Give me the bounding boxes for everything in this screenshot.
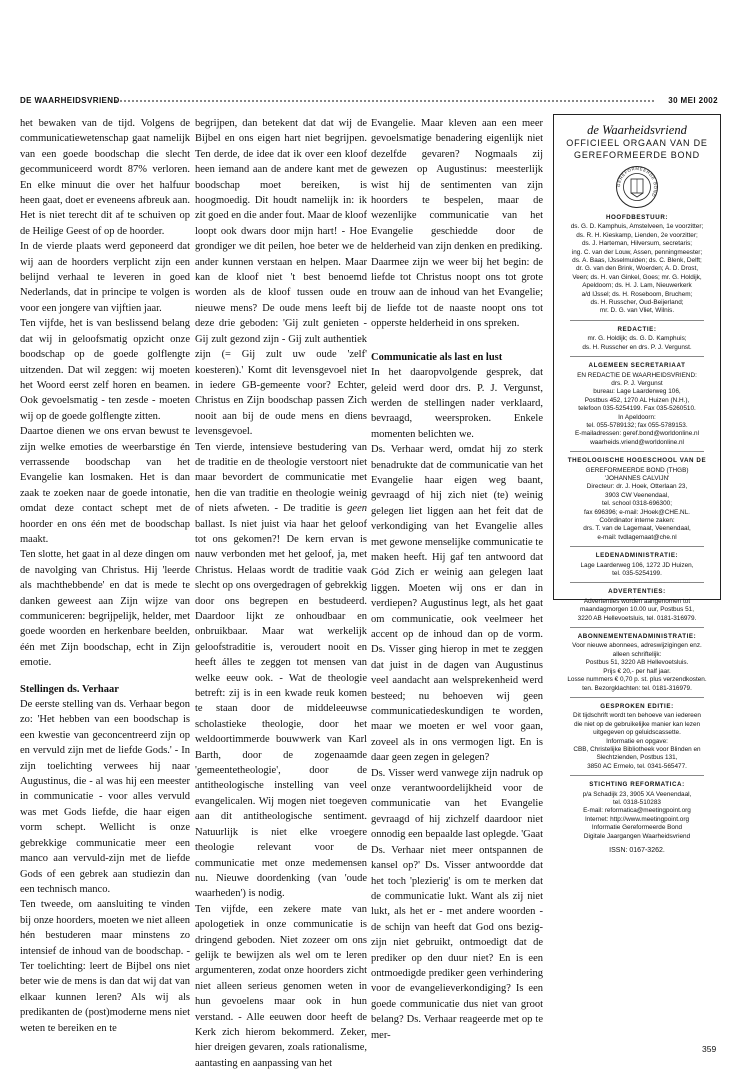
paragraph: Ds. Verhaar werd, omdat hij zo sterk benadrukte dat de communicatie van het Evangelie haar eigen weg baant, gevraagd of hij zich niet (te) weinig gelegen liet liggen aan het feit dat de verkondiging van het Evangelie alles met gewone menselijke communicatie te maken heeft. Hij gaf ten antwoord dat Gód Zich er weinig aan gelegen laat liggen. Moeten wij ons er dan in verdiepen? Augustinus legt, als het gaat om communicatie, ook veelmeer het accent op de inhoud dan op de vorm. Ds. Visser ging hierop in met te zeggen dat juist in de dagen van Augustinus veel aandacht aan welsprekenheid werd besteed; nu behoeven wij geen communicatiedeskundigen te worden, maar we moeten er wel voor gaan, zoveel als in ons vermogen ligt. En is daar geen zegen in gelegen? (371, 444, 543, 764)
gereformeerde-bond-logo (615, 165, 659, 209)
colophon-line: Losse nummers € 0,70 p. st. plus verzendkosten. (567, 676, 707, 684)
divider (570, 775, 704, 776)
colophon-line: Slechtzienden, Postbus 131, (596, 754, 678, 762)
paragraph: In de vierde plaats werd geponeerd dat wij aan de hoorders verplicht zijn een belijnd verhaal te leveren in goed Nederlands, dat in principe te volgen is voor een jongere van vijftien jaar. (20, 241, 190, 314)
colophon-line: Apeldoorn; ds. H. J. Lam, Nieuwerkerk (582, 282, 692, 290)
colophon-line: alleen schriftelijk: (612, 650, 662, 658)
colophon-line: bureau: Lage Laarderweg 106, (593, 388, 681, 396)
colophon-section-heading: REDACTIE: (617, 325, 657, 333)
column-3 (371, 116, 543, 1043)
colophon-line: waarheids.vriend@worldonline.nl (590, 438, 684, 446)
paragraph: Daarmee zijn we weer bij het begin: de liefde tot Christus noopt ons tot grote trouw aan de inhoud van het Evangelie; de liefde tot de naaste noopt ons tot opperste helderheid in ons spreken. (371, 256, 543, 330)
colophon-section (560, 781, 714, 841)
colophon-subtitle: GEREFORMEERDE BOND (574, 150, 700, 160)
paragraph: het bewaken van de tijd. Volgens de communicatiewetenschap gaat namelijk van een goede boodschap die slecht gecommuniceerd wordt 87% verloren. En elke minuut die over het halfuur heen gaat, doet er eveneens afbreuk aan. Het is niet terecht dit af te schuiven op de Heilige Geest of op de hoorder. (20, 118, 190, 237)
text-run: ballast. Is niet juist via haar het geloof tot ons gekomen?! De kern ervan is nauw verbonden met het geloof, ja, met Christus. Helaas wordt de traditie vaak slecht op ons overgedragen of gebrekkig door ons begrepen en bestudeerd. Daardoor lijkt ze onhoudbaar en onbruikbaar. Maar wat werkelijk geloofstraditie is, veroudert nooit en heeft álles te zeggen tot mensen van welke eeuw ook. - Wat de theologie betreft: zij is in een kwade reuk komen te staan door de middeleeuwse scholastieke theologie, door het weldoortimmerde bouwwerk van Karl Barth, door de zogenaamde 'gemeentetheologie', door de antitheologische instelling van veel evangelicalen. Wij mogen niet toegeven aan dit antitheologische sentiment. Natuurlijk is niet elke vroegere theologie relevant voor de communicatie met onze medemensen nu. Nieuwe doordenking (van 'oude waarheden') is nodig. (195, 518, 367, 900)
colophon-line: Informatie en opgave: (606, 737, 668, 745)
colophon-line: ds. R. H. Kieskamp, Lienden, 2e voorzitter; (576, 231, 698, 239)
colophon-line: ds. H. Russcher en drs. P. J. Vergunst. (582, 343, 692, 351)
colophon-section-heading: THEOLOGISCHE HOGESCHOOL VAN DE (567, 457, 707, 465)
colophon-line: CBB, Christelijke Bibliotheek voor Blinden en (573, 745, 701, 753)
colophon-section (560, 552, 714, 583)
colophon-section (560, 362, 714, 452)
issn: ISSN: 0167-3262. (609, 847, 665, 854)
colophon-line: dr. G. van den Brink, Woerden; A. D. Drost, (575, 265, 699, 273)
colophon-line: e-mail: tvdlagemaat@che.nl (597, 533, 677, 541)
colophon-section-heading: ALGEMEEN SECRETARIAAT (588, 362, 686, 370)
colophon-line: E-mailadressen: geref.bond@worldonline.nl (574, 430, 700, 438)
colophon-line: fax 696396; e-mail: JHoek@CHE.NL. (584, 508, 690, 516)
divider (570, 582, 704, 583)
colophon-line: Voor nieuwe abonnees, adreswijzigingen enz. (572, 642, 702, 650)
section-heading: Stellingen ds. Verhaar (20, 683, 119, 695)
colophon-line: 'JOHANNES CALVIJN' (604, 474, 670, 482)
colophon-line: Digitale Jaargangen Waarheidsvriend (583, 832, 691, 840)
colophon-section-heading: GESPROKEN EDITIE: (600, 702, 674, 710)
colophon-line: drs. P. J. Vergunst (611, 379, 663, 387)
paragraph: Ten vijfde, het is van beslissend belang dat wij in geloofsmatig opzicht onze boodschap op de goede golflengte uitzenden. Dat wil zeggen: wij moeten het Woord eerst zelf horen en beamen. Ook gevoelsmatig - ten zesde - moeten wij op de goede golflengte zitten. (20, 318, 190, 422)
colophon-line: a/d IJssel; ds. H. Roseboom, Bruchem; (581, 290, 693, 298)
colophon-line: 3850 AC Ermelo, tel. 0341-565477. (587, 762, 687, 770)
column-2 (195, 116, 367, 1071)
colophon-section-heading: ADVERTENTIES: (608, 588, 666, 596)
colophon-line: Lage Laarderweg 106, 1272 JD Huizen, (580, 561, 694, 569)
colophon-section-heading: LEDENADMINISTRATIE: (595, 552, 679, 560)
colophon-box (553, 114, 721, 854)
colophon-title: de Waarheidsvriend (587, 123, 687, 137)
issue-date: 30 MEI 2002 (668, 96, 718, 105)
colophon-line: E-mail: reformatica@meetingpoint.org (583, 807, 691, 815)
colophon-line: p/a Schadijk 23, 3905 XA Veenendaal, (582, 790, 692, 798)
colophon-sections (560, 214, 714, 841)
colophon-subtitle: OFFICIEEL ORGAAN VAN DE (566, 138, 708, 148)
colophon-line: maandagmorgen 10.00 uur, Postbus 51, (579, 606, 695, 614)
svg-text:GEREFORMEERDE BOND: GEREFORMEERDE BOND (615, 165, 659, 199)
column-1 (20, 116, 190, 1036)
emphasis: geen (347, 503, 367, 515)
colophon-line: Internet: http://www.meetingpoint.org (584, 815, 690, 823)
colophon-line: tel. 055-5789132; fax 055-5789153. (586, 421, 688, 429)
paragraph: Ten tweede, om aansluiting te vinden bij onze hoorders, moeten we niet alleen hén bestuderen maar minstens zo intensief de inhoud van de boodschap. - Ter toelichting: leert de Bijbel ons niet beter wie de mens is dan dat wij dat van elkaar kunnen leren? Als wij als predikanten de (post)moderne mens niet weten te bereiken en te (20, 899, 190, 1034)
colophon-line: telefoon 035-5254199. Fax 035-5260510. (578, 405, 696, 413)
colophon-line: tel. school 0318-696300; (602, 500, 672, 508)
running-header (20, 95, 718, 107)
colophon-line: Postbus 452, 1270 AL Huizen (N.H.), (584, 396, 690, 404)
colophon-section (560, 214, 714, 321)
colophon-line: Directeur: dr. J. Hoek, Otterlaan 23, (586, 483, 688, 491)
colophon-section (560, 703, 714, 776)
divider (570, 356, 704, 357)
colophon-line: drs. T. van de Lagemaat, Veenendaal, (583, 525, 691, 533)
magazine-name: DE WAARHEIDSVRIEND (20, 96, 120, 105)
paragraph: Ten vijfde, een zekere mate van apologetiek in onze communicatie is dringend geboden. Niet zozeer om ons gelijk te bewijzen als wel om te leren argumenteren, zodat onze hoorders zicht niet alleen serieus genomen weten in hun gevoelens maar ook in hun verstand. - Alle eeuwen door heeft de Kerk zich hierom bekommerd. Zeker, hier dreigen gevaren, zoals rationalisme, aantasting en aanpassing van het (195, 903, 367, 1069)
paragraph: Ds. Visser werd vanwege zijn nadruk op onze verantwoordelijkheid voor de communicatie van het Evangelie gevraagd of hij zichzelf daardoor niet onnodig een bepaalde last oplegde. 'Gaat Ds. Verhaar niet meer ontspannen de kansel op?' Ds. Visser antwoordde dat het toch 'plezierig' is om te merken dat de communicatie lukt. Want als zij niet lukt, als het er - met andere woorden - de schijn van heeft dat God ons bezig-zijn niet gebruikt, ontmoedigt dat de prediker op den duur niet? En is een ontmoedigde prediker geen verhindering voor de evangelieverkondiging? Is een goede communicatie dus niet van groot belang? Ds. Verhaar reageerde met op te mer- (371, 767, 543, 1041)
colophon-line: 3903 CW Veenendaal, (605, 491, 669, 499)
colophon-line: Informatie Gereformeerde Bond (591, 824, 683, 832)
colophon-line: ten. Bezorgklachten: tel. 0181-316979. (582, 684, 692, 692)
colophon-line: uitgegeven op geluidscassette. (593, 729, 681, 737)
paragraph: De eerste stelling van ds. Verhaar begon zo: 'Het hebben van een boodschap is een kwestie van geconcentreerd zijn op en vervuld zijn met de liefde Gods.' - In zijn toelichting verwees hij naar Augustinus, die - al was hij een meester in communicatie - voor alles vervuld was met Gods liefde, die haar eigen vorm schept. Wellicht is onze gebrekkige communicatie meer een manco aan vervuld-zijn met de liefde Gods of een gebrek aan studiezin dan een technisch manco. (20, 699, 190, 895)
colophon-line: 3220 AB Hellevoetsluis, tel. 0181-316979. (577, 614, 697, 622)
colophon-line: Dit tijdschrift wordt ten behoeve van iedereen (573, 712, 701, 720)
divider (570, 451, 704, 452)
paragraph: In het daaropvolgende gesprek, dat geleid werd door drs. P. J. Vergunst, werden de stellingen nader verklaard, bevraagd, weersproken. Enkele momenten belichten we. (371, 367, 543, 440)
colophon-line: In Apeldoorn: (618, 413, 656, 421)
colophon-line: EN REDACTIE DE WAARHEIDSVRIEND: (577, 371, 697, 379)
colophon-line: ds. A. Baas, IJsselmuiden; ds. C. Blenk, Delft; (572, 257, 702, 265)
colophon-section (560, 326, 714, 357)
divider (570, 697, 704, 698)
colophon-section (560, 633, 714, 698)
text-run: Ten vierde, intensieve bestudering van de traditie en de theologie verstoort niet maar bevordert de communicatie met hen die van traditie en theologie weinig of niets afweten. - De traditie is (195, 441, 367, 515)
page-number: 359 (702, 1044, 717, 1054)
colophon-line: ds. G. D. Kamphuis, Amstelveen, 1e voorzitter; (570, 223, 704, 231)
colophon-line: ds. J. Harteman, Hilversum, secretaris; (581, 240, 693, 248)
divider (570, 320, 704, 321)
colophon-line: Prijs € 20,- per half jaar. (603, 667, 671, 675)
colophon-line: tel. 035-5254199. (612, 570, 662, 578)
colophon-section-heading: ABONNEMENTENADMINISTRATIE: (577, 633, 697, 641)
paragraph: Evangelie. Maar kleven aan een meer gevoelsmatige benadering eigenlijk niet dezelfde gevaren? Nogmaals zij gewezen op Augustinus: meesterlijk wist hij de sentimenten van zijn hoorders te bespelen, maar de wezenlijke communicatie van het Evangelie geschiedde door de helderheid van zijn denken en prediking. (371, 118, 543, 253)
colophon-line: Postbus 51, 3220 AB Hellevoetsluis. (585, 659, 689, 667)
header-rule (115, 100, 654, 102)
colophon-line: ing. C. van der Louw, Assen, penningmeester; (571, 248, 703, 256)
colophon-line: mr. D. G. van Vliet, Wilnis. (599, 307, 675, 315)
colophon-line: die niet op de gebruikelijke manier kan lezen (573, 720, 701, 728)
colophon-section-heading: HOOFDBESTUUR: (605, 214, 669, 221)
colophon-line: Veen; ds. H. van Ginkel, Goes; mr. G. Holdijk, (572, 273, 702, 281)
colophon-section-heading: STICHTING REFORMATICA: (589, 781, 685, 789)
section-heading: Communicatie als last en lust (371, 351, 503, 363)
colophon-line: ds. H. Russcher, Oud-Beijerland; (590, 299, 684, 307)
divider (570, 627, 704, 628)
paragraph: Ten slotte, het gaat in al deze dingen om de navolging van Christus. Hij 'leerde als machthebbende' en dat is mede te danken geweest aan Zijn wijze van communiceren: begrijpelijk, helder, met goede woorden en herkenbare beelden, één met Zijn boodschap, echt in Zijn emotie. (20, 549, 190, 669)
paragraph (195, 440, 367, 902)
colophon-line: Coördinator interne zaken: (599, 517, 675, 524)
colophon-section (560, 457, 714, 547)
colophon-line: mr. G. Holdijk; ds. G. D. Kamphuis; (587, 335, 687, 343)
colophon-section (560, 588, 714, 628)
colophon-line: GEREFORMEERDE BOND (THGB) (585, 466, 689, 474)
colophon-line: tel. 0318-510283 (613, 798, 661, 806)
colophon-line: Advertenties worden aangenomen tot (583, 597, 691, 605)
paragraph: begrijpen, dan betekent dat dat wij de Bijbel en ons eigen hart niet begrijpen. Ten derde, de idee dat ik over een kloof heen iemand aan de andere kant met de boodschap moet bereiken, is hoogmoedig. Dit houdt namelijk in: ik zit goed en die ander fout. Maar de kloof loopt ook dwars door mijn hart! - Hoe grondiger we dit peilen, hoe beter we de ander kunnen verstaan en helpen. Maar kan de kloof niet 't best benoemd worden als de kloof tussen oude en nieuwe mens? De oude mens leeft bij deze drie geboden: 'Gij zult genieten - Gij zult gezond zijn - Gij zult authentiek zijn (= Gij zult uw oude 'zelf' koesteren).' Komt dit levensgevoel niet in iedere GB-gemeente voor? Echter, Christus en Zijn boodschap passen Zich nooit aan bij de oude mens en diens levensgevoel. (195, 118, 367, 438)
paragraph: Daartoe dienen we ons ervan bewust te zijn welke emoties de weerbarstige én verrassende boodschap van het Evangelie kan losmaken. Het is dan zaak te zoeken naar de goede intonatie, omdat deze contact schept met de hoorder en ons één met de boodschap maakt. (20, 426, 190, 545)
divider (570, 546, 704, 547)
